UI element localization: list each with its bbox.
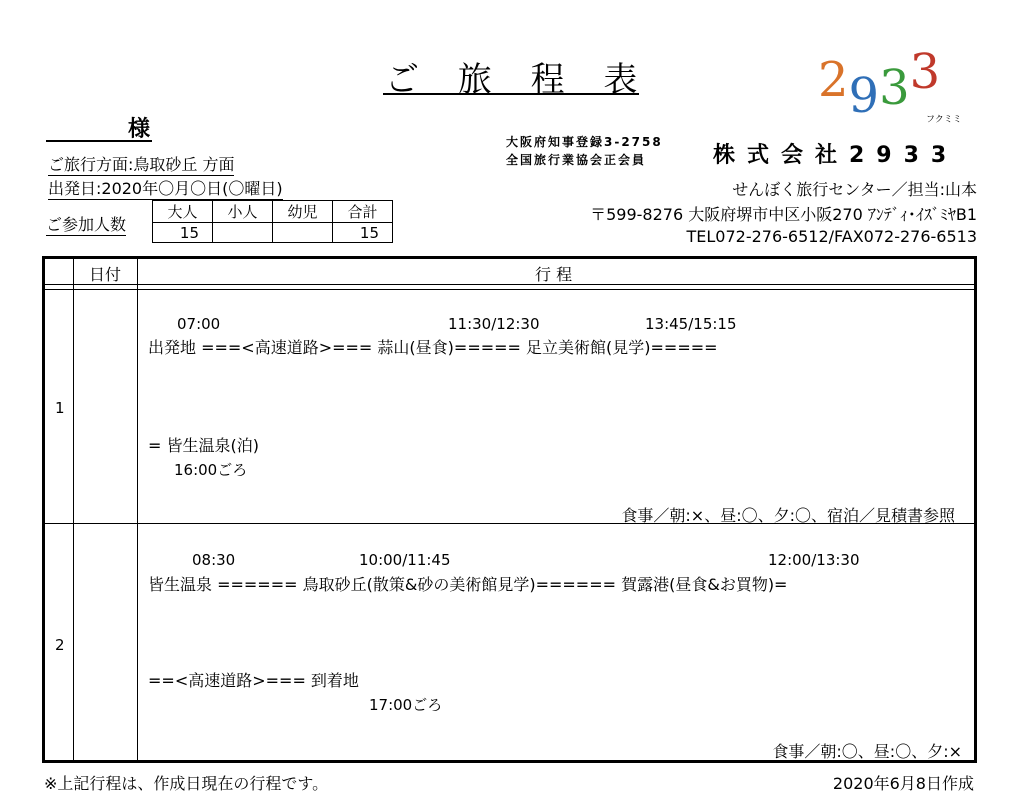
- participants-label: ご参加人数: [46, 212, 126, 236]
- participants-value: 15: [333, 223, 393, 243]
- itinerary-route: = 皆生温泉(泊): [148, 436, 259, 455]
- participants-value: [213, 223, 273, 243]
- itinerary-route: 皆生温泉 ====== 鳥取砂丘(散策&砂の美術館見学)====== 賀露港(昼食&お買物)=: [148, 575, 788, 594]
- registration-number: 大阪府知事登録3-2758: [506, 135, 663, 149]
- day-number: 2: [55, 636, 65, 654]
- created-date: 2020年6月8日作成: [832, 774, 974, 793]
- logo-digit: 9: [848, 68, 880, 124]
- participants-header: 大人: [153, 201, 213, 223]
- column-header-date: 日付: [89, 265, 122, 284]
- footer-note: ※上記行程は、作成日現在の行程です。: [44, 774, 329, 793]
- column-divider: [73, 259, 74, 760]
- company-logo: [818, 44, 941, 124]
- itinerary-route: 出発地 ===<高速道路>=== 蒜山(昼食)===== 足立美術館(見学)=====: [148, 338, 718, 357]
- logo-digit: 3: [909, 44, 941, 100]
- participants-header: 幼児: [273, 201, 333, 223]
- itinerary-time: 13:45/15:15: [645, 315, 737, 333]
- document-title: ご 旅 程 表: [385, 60, 652, 100]
- column-header-itinerary: 行 程: [535, 265, 573, 284]
- header-divider: [45, 284, 974, 285]
- itinerary-time: 08:30: [192, 551, 236, 569]
- participants-value: [273, 223, 333, 243]
- customer-suffix: 様: [128, 117, 151, 142]
- header-divider: [45, 289, 974, 290]
- participants-header: 合計: [333, 201, 393, 223]
- itinerary-table: [42, 256, 977, 763]
- logo-kana: フクミミ: [926, 115, 962, 125]
- customer-name-line: [46, 140, 152, 142]
- day-number: 1: [55, 399, 65, 417]
- branch-contact: せんぼく旅行センター／担当:山本: [732, 180, 977, 199]
- company-phone-fax: TEL072-276-6512/FAX072-276-6513: [686, 227, 977, 246]
- participants-value: 15: [153, 223, 213, 243]
- itinerary-time: 12:00/13:30: [768, 551, 860, 569]
- column-divider: [137, 259, 138, 760]
- participants-header: 小人: [213, 201, 273, 223]
- company-address: 〒599-8276 大阪府堺市中区小阪270 ｱﾝﾃﾞｨ･ｲｽﾞﾐﾔB1: [590, 205, 977, 224]
- destination: ご旅行方面:鳥取砂丘 方面: [48, 152, 234, 176]
- company-name: 株式会社2933: [713, 143, 959, 168]
- itinerary-time: 10:00/11:45: [359, 551, 451, 569]
- itinerary-time: 11:30/12:30: [448, 315, 540, 333]
- meals-info: 食事／朝:〇、昼:〇、夕:×: [772, 742, 962, 761]
- itinerary-route: ==<高速道路>=== 到着地: [148, 671, 359, 690]
- participants-table: [152, 200, 393, 243]
- itinerary-time: 07:00: [177, 315, 221, 333]
- logo-digit: 2: [818, 52, 849, 108]
- departure-date: 出発日:2020年〇月〇日(〇曜日): [48, 176, 283, 200]
- meals-info: 食事／朝:×、昼:〇、夕:〇、宿泊／見積書参照: [621, 506, 955, 525]
- association-membership: 全国旅行業協会正会員: [506, 153, 647, 167]
- itinerary-time: 17:00ごろ: [369, 696, 443, 714]
- title-underline: [383, 93, 639, 95]
- logo-digit: 3: [879, 60, 910, 116]
- itinerary-time: 16:00ごろ: [174, 461, 248, 479]
